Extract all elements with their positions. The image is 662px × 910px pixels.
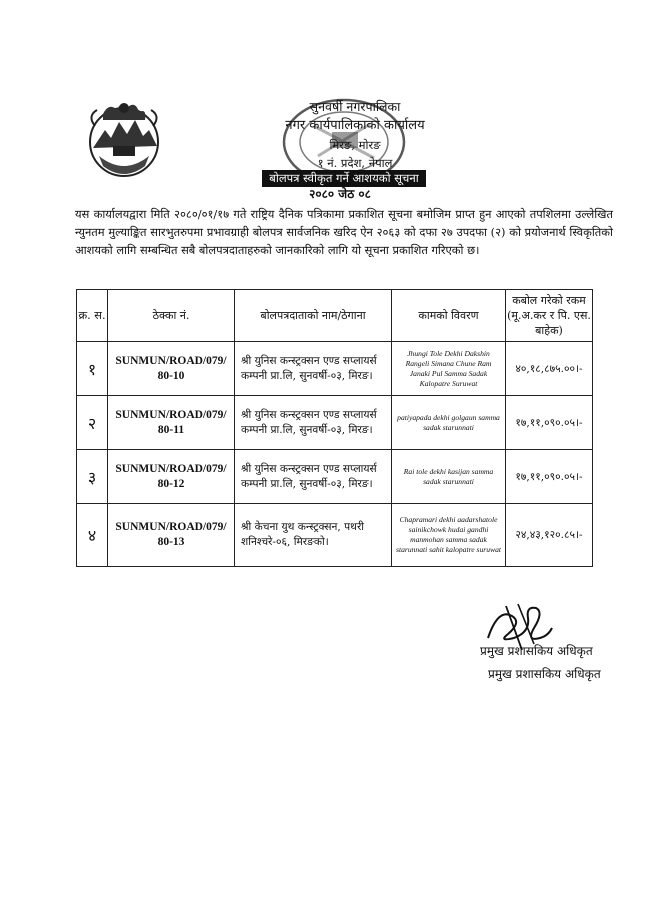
signatory-title: प्रमुख प्रशासकिय अधिकृत [480,644,593,658]
row-work: Chapramari dekhi aadarshatole sainikchowk hudai gandhi manmohan samma sadak starunnati sahit kalopatre suruwat [396,515,501,554]
nepal-emblem-icon [83,96,165,180]
row-work-cell [392,450,506,504]
bid-table [76,289,593,567]
row-amount: १७,११,०९०.०५।- [506,450,593,504]
row-amount: ४०,१८,८७५.००।- [506,342,593,396]
row-bidder: श्री युनिस कन्स्ट्रक्सन एण्ड सप्लायर्स कम्पनी प्रा.लि, सुनवर्षी-०३, मिरङ। [235,342,392,396]
row-bidder: श्री युनिस कन्स्ट्रक्सन एण्ड सप्लायर्स कम्पनी प्रा.लि, सुनवर्षी-०३, मिरङ। [235,450,392,504]
row-sn: ४ [77,504,108,567]
row-work: patiyapada dekhi golgaun samma sadak starunnati [397,412,500,432]
row-bidder: श्री केचना युथ कन्स्ट्रक्सन, पथरी शनिश्चरे-०६, मिरङको। [235,504,392,567]
table-row [77,504,593,567]
row-contract-no: SUNMUN/ROAD/079/ 80-12 [108,450,235,504]
row-sn: ३ [77,450,108,504]
signatory-stamp-text: प्रमुख प्रशासकिय अधिकृत [488,667,601,681]
header-bidder: बोलपत्रदाताको नाम/ठेगाना [235,290,392,342]
header-contract-no: ठेक्का नं. [108,290,235,342]
office-name: नगर कार्यपालिकाको कार्यालय [285,118,425,133]
row-work-cell [392,342,506,396]
row-sn: १ [77,342,108,396]
row-work-cell [392,396,506,450]
header-work: कामको विवरण [392,290,506,342]
province-line: १ नं. प्रदेश, नेपाल [317,156,393,170]
table-header-row [77,290,593,342]
header-amount: कबोल गरेको रकम (मू.अ.कर र पि. एस. बाहेक) [506,290,593,342]
table-row [77,396,593,450]
row-contract-no: SUNMUN/ROAD/079/ 80-10 [108,342,235,396]
municipality-name: सुनवर्षी नगरपालिका [309,99,401,114]
row-sn: २ [77,396,108,450]
office-address: मिरङ, मोरङ [329,138,381,152]
notice-title: बोलपत्र स्वीकृत गर्ने आशयको सूचना [262,170,426,187]
notice-paragraph: यस कार्यालयद्वारा मिति २०८०/०१/१७ गते राष्ट्रिय दैनिक पत्रिकामा प्रकाशित सूचना बमोजिम प्राप्त हुन आएको तपशिलमा उल्लेखित न्युनतम मुल्याङ्कित सारभुतरुपमा प्रभावग्राही बोलपत्र सार्वजनिक खरिद ऐन २०६३ को दफा २७ उपदफा (२) को प्रयोजनार्थ स्विकृतिको आशयको लागि सम्बन्धित सबै बोलपत्रदाताहरुको जानकारिको लागि यो सूचना प्रकाशित गरिएको छ। [75,207,613,258]
header-sn: क्र. स. [77,290,108,342]
row-work: Jhungi Tole Dekhi Dakshin Rangeli Simana Chune Ram Janaki Pul Samma Sadak Kalopatre Suruwat [405,348,492,388]
table-row [77,450,593,504]
notice-date: २०८० जेठ ०८ [309,187,371,201]
table-row [77,342,593,396]
row-contract-no: SUNMUN/ROAD/079/ 80-11 [108,396,235,450]
row-contract-no: SUNMUN/ROAD/079/ 80-13 [108,504,235,567]
row-amount: २४,४३,१२०.८५।- [506,504,593,567]
row-work: Rai tole dekhi kasijan samma sadak starunnati [403,466,494,486]
row-bidder: श्री युनिस कन्स्ट्रक्सन एण्ड सप्लायर्स कम्पनी प्रा.लि, सुनवर्षी-०३, मिरङ। [235,396,392,450]
row-work-cell [392,504,506,567]
row-amount: १७,११,०९०.०५।- [506,396,593,450]
